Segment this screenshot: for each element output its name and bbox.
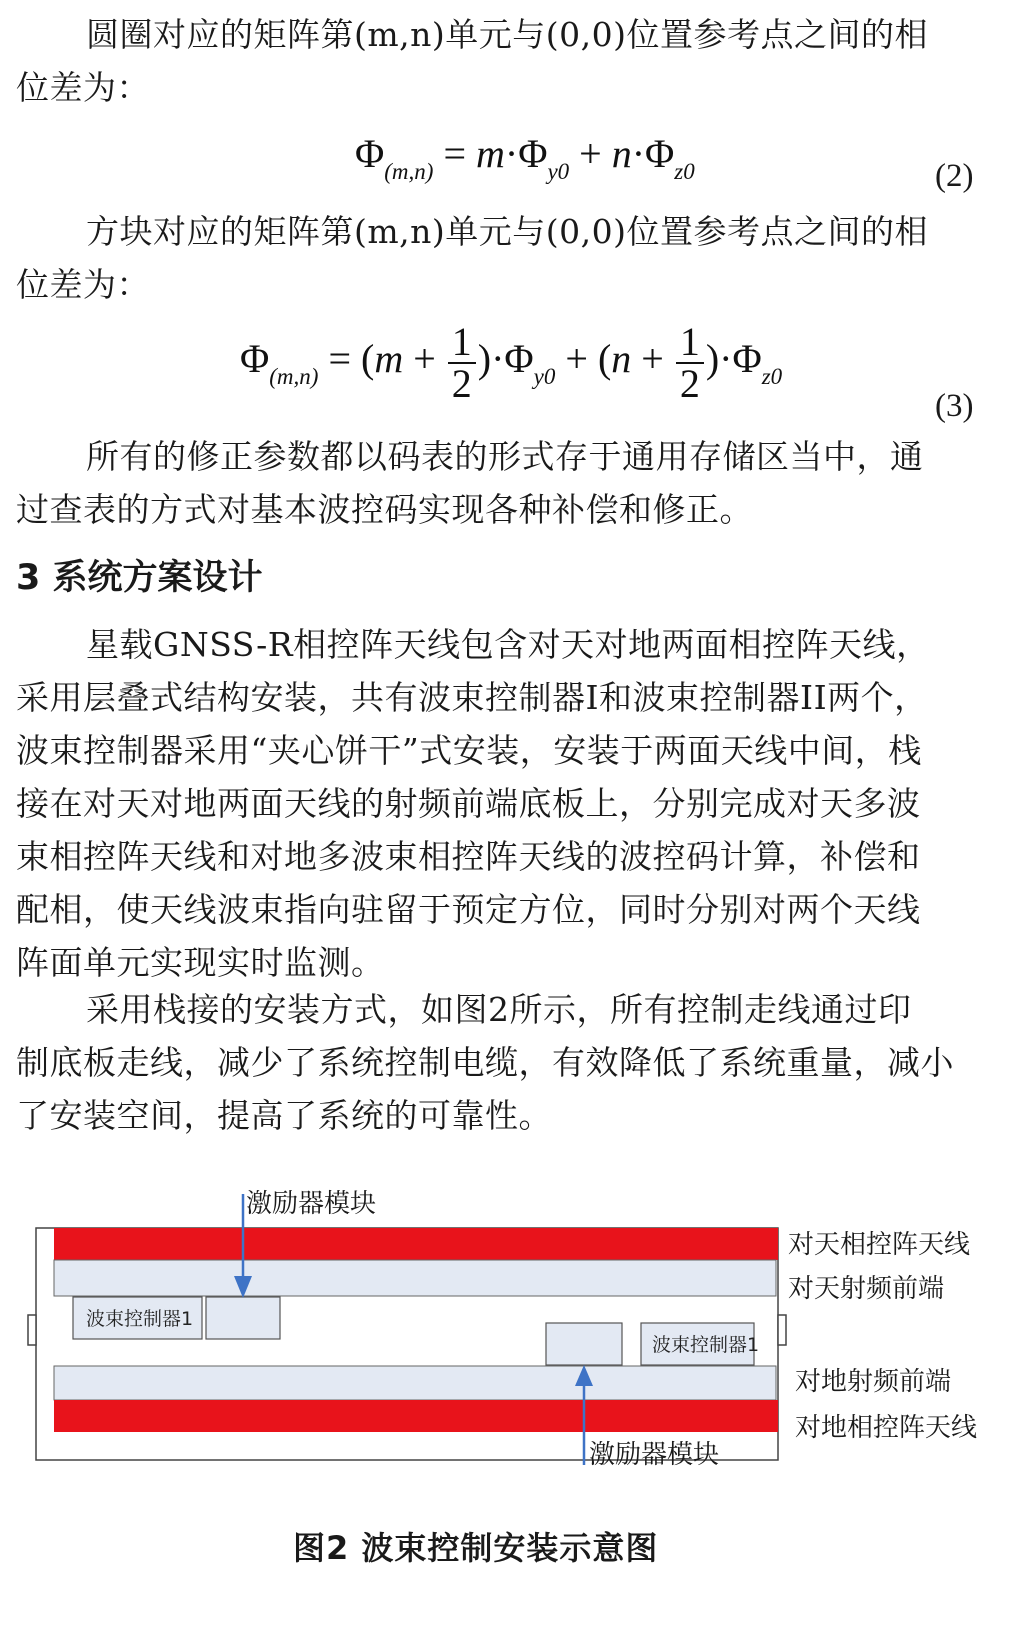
text-line: 束相控阵天线和对地多波束相控阵天线的波控码计算，补偿和 — [16, 837, 921, 876]
text-line: 阵面单元实现实时监测。 — [16, 943, 385, 982]
equation-2: $\Phi_{(m,n)} = m\cdot\Phi_{y0} + n\cdot\Phi_{z0}$ — [355, 131, 695, 184]
text-line: 位差为： — [16, 68, 150, 107]
text-line: 了安装空间，提高了系统的可靠性。 — [16, 1096, 552, 1135]
exciter-top-label: 激励器模块 — [246, 1189, 377, 1219]
controller-right-label: 波束控制器1 — [652, 1334, 760, 1356]
text-line: 方块对应的矩阵第(m,n)单元与(0,0)位置参考点之间的相 — [86, 212, 929, 251]
text-line: 制底板走线，减少了系统控制电缆，有效降低了系统重量，减小 — [16, 1043, 954, 1082]
paragraph-square-phase — [16, 205, 1009, 311]
equation-2-number: (2) — [935, 158, 974, 194]
paragraph-system-design — [16, 618, 1009, 989]
left-tab — [28, 1315, 36, 1345]
text-line: 采用层叠式结构安装，共有波束控制器I和波束控制器II两个， — [16, 678, 928, 717]
text-line: 星载GNSS-R相控阵天线包含对天对地两面相控阵天线， — [86, 625, 930, 664]
exciter-bottom-box — [546, 1323, 622, 1365]
text-line: 配相，使天线波束指向驻留于预定方位，同时分别对两个天线 — [16, 890, 921, 929]
section-heading: 3 系统方案设计 — [16, 558, 263, 598]
ground-antenna-label: 对地相控阵天线 — [795, 1413, 978, 1443]
exciter-top-box — [206, 1297, 280, 1339]
controller-left-label: 波束控制器1 — [86, 1308, 194, 1330]
sky-rf-board — [54, 1260, 776, 1296]
figure-caption: 图2 波束控制安装示意图 — [293, 1529, 659, 1567]
sky-antenna-label: 对天相控阵天线 — [788, 1230, 971, 1260]
ground-rf-board — [54, 1366, 776, 1400]
text-line: 接在对天对地两面天线的射频前端底板上，分别完成对天多波 — [16, 784, 921, 823]
ground-antenna-bar — [54, 1400, 778, 1432]
right-tab — [778, 1315, 786, 1345]
sky-antenna-bar — [54, 1228, 778, 1260]
paragraph-correction — [16, 430, 1009, 536]
ground-rf-label: 对地射频前端 — [795, 1367, 952, 1397]
beam-control-diagram — [0, 1180, 1009, 1510]
paragraph-stack-mount — [16, 983, 1009, 1142]
sky-rf-label: 对天射频前端 — [788, 1274, 945, 1304]
text-line: 采用栈接的安装方式，如图2所示，所有控制走线通过印 — [86, 990, 912, 1029]
paragraph-circle-phase — [16, 8, 1009, 114]
text-line: 过查表的方式对基本波控码实现各种补偿和修正。 — [16, 490, 753, 529]
equation-3-number: (3) — [935, 388, 974, 424]
equation-3: $\Phi_{(m,n)} = (m$ + $\frac{1}{2}$ )$\cdot\Phi_{y0} + (n$ + $\frac{1}{2}$ )$\cdot\Phi_{z0}$ — [240, 319, 783, 406]
text-line: 位差为： — [16, 265, 150, 304]
text-line: 圆圈对应的矩阵第(m,n)单元与(0,0)位置参考点之间的相 — [86, 15, 929, 54]
exciter-bottom-label: 激励器模块 — [589, 1440, 720, 1470]
text-line: 所有的修正参数都以码表的形式存于通用存储区当中，通 — [86, 437, 924, 476]
text-line: 波束控制器采用“夹心饼干”式安装，安装于两面天线中间，栈 — [16, 731, 922, 770]
